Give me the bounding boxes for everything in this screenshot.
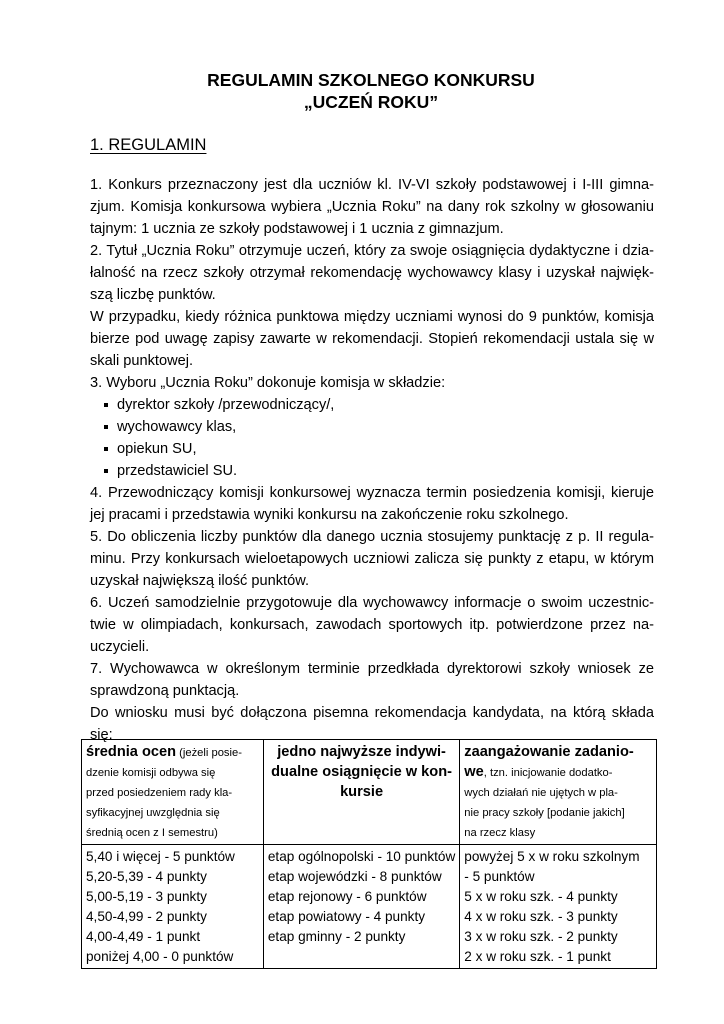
scale-item: 2 x w roku szk. - 1 punkt	[464, 949, 611, 964]
table-header-row	[82, 740, 657, 845]
scale-item: 5 x w roku szk. - 4 punkty	[464, 889, 618, 904]
paragraph-5: 5. Do obliczenia liczby punktów dla danego ucznia stosujemy punktację z p. II regula-minu. Przy konkursach wieloetapowych uczniowi zalicza się punkty z etapu, w którym uzyskał największą ilość punktów.	[90, 529, 654, 589]
scale-item: 5,20-5,39 - 4 punkty	[86, 869, 207, 884]
scale-item: etap ogólnopolski - 10 punktów	[267, 849, 456, 864]
average-grades-scale	[82, 845, 264, 969]
header-task-engagement-note: na rzecz klasy	[464, 827, 536, 839]
achievement-scale	[263, 845, 459, 969]
section-heading: 1. REGULAMIN	[90, 136, 207, 154]
header-top-achievement-line: jedno najwyższe indywi-	[277, 744, 446, 760]
regulations-body	[90, 174, 654, 746]
header-task-engagement-title: zaangażowanie zadanio-	[464, 744, 634, 760]
header-average-grades-note: dzenie komisji odbywa się	[86, 767, 216, 779]
paragraph-4: 4. Przewodniczący komisji konkursowej wyznacza termin posiedzenia komisji, kieruje jej pracami i przedstawia wyniki konkursu na zakończenie roku szkolnego.	[90, 485, 654, 523]
paragraph-2b: W przypadku, kiedy różnica punktowa między uczniami wynosi do 9 punktów, komisja bierze pod uwagę zapisy zawarte w rekomendacji. Stopień rekomendacji ustala się w skali punktowej.	[90, 309, 654, 369]
scale-item: powyżej 5 x w roku szkolnym	[464, 849, 640, 864]
committee-item: opiekun SU,	[90, 438, 654, 460]
scale-item: etap rejonowy - 6 punktów	[267, 889, 427, 904]
scale-item: 4,50-4,99 - 2 punkty	[86, 909, 207, 924]
paragraph-2: 2. Tytuł „Ucznia Roku” otrzymuje uczeń, który za swoje osiągnięcia dydaktyczne i dzia-łalność na rzecz szkoły otrzymał rekomendację wychowawcy klasy i uzyskał najwięk-szą liczbę punktów.	[90, 243, 654, 303]
committee-item: dyrektor szkoły /przewodniczący/,	[90, 394, 654, 416]
header-task-engagement	[460, 740, 657, 845]
header-average-grades-title: średnia ocen	[86, 744, 177, 760]
scale-item: etap gminny - 2 punkty	[267, 929, 406, 944]
header-task-engagement-note: wych działań nie ujętych w pla-	[464, 787, 618, 799]
scale-item: 3 x w roku szk. - 2 punkty	[464, 929, 618, 944]
table-row	[82, 845, 657, 969]
header-top-achievement-line: dualne osiągnięcie w kon-	[271, 764, 452, 780]
paragraph-6: 6. Uczeń samodzielnie przygotowuje dla wychowawcy informacje o swoim uczestnic-twie w olimpiadach, konkursach, zawodach sportowych itp. potwierdzone przez na-uczycieli.	[90, 595, 654, 655]
paragraph-3: 3. Wyboru „Ucznia Roku” dokonuje komisja w składzie:	[90, 375, 446, 391]
header-average-grades-note: syfikacyjnej uwzględnia się	[86, 807, 220, 819]
header-average-grades-note: (jeżeli posie-	[176, 747, 242, 759]
scale-item: poniżej 4,00 - 0 punktów	[86, 949, 234, 964]
header-task-engagement-title: we	[464, 764, 484, 780]
scoring-table	[81, 739, 657, 969]
header-average-grades-note: przed posiedzeniem rady kla-	[86, 787, 233, 799]
header-average-grades	[82, 740, 264, 845]
engagement-scale	[460, 845, 657, 969]
paragraph-7: 7. Wychowawca w określonym terminie przedkłada dyrektorowi szkoły wniosek ze sprawdzoną punktacją.	[90, 661, 654, 699]
paragraph-1: 1. Konkurs przeznaczony jest dla uczniów kl. IV-VI szkoły podstawowej i I-III gimna-zjum. Komisja konkursowa wybiera „Ucznia Roku” na dany rok szkolny w głosowaniu tajnym: 1 ucznia ze szkoły podstawowej i 1 ucznia z gimnazjum.	[90, 177, 654, 237]
scale-item: 5,40 i więcej - 5 punktów	[86, 849, 235, 864]
document-title-line-2: „UCZEŃ ROKU”	[303, 92, 439, 112]
scale-item: etap wojewódzki - 8 punktów	[267, 869, 442, 884]
header-average-grades-note: średnią ocen z I semestru)	[86, 827, 218, 839]
scale-item: 4,00-4,49 - 1 punkt	[86, 929, 201, 944]
header-task-engagement-note: , tzn. inicjowanie dodatko-	[483, 767, 613, 779]
scale-item: 4 x w roku szk. - 3 punkty	[464, 909, 618, 924]
scale-item: - 5 punktów	[464, 869, 535, 884]
paragraph-7b: Do wniosku musi być dołączona pisemna rekomendacja kandydata, na którą składa się:	[90, 705, 654, 743]
header-top-achievement-line: kursie	[340, 784, 384, 800]
committee-list	[90, 394, 654, 482]
scale-item: 5,00-5,19 - 3 punkty	[86, 889, 207, 904]
header-top-achievement	[263, 740, 459, 845]
scale-item: etap powiatowy - 4 punkty	[267, 909, 426, 924]
document-title-line-1: REGULAMIN SZKOLNEGO KONKURSU	[207, 70, 535, 90]
committee-item: wychowawcy klas,	[90, 416, 654, 438]
committee-item: przedstawiciel SU.	[90, 460, 654, 482]
header-task-engagement-note: nie pracy szkoły [podanie jakich]	[464, 807, 625, 819]
